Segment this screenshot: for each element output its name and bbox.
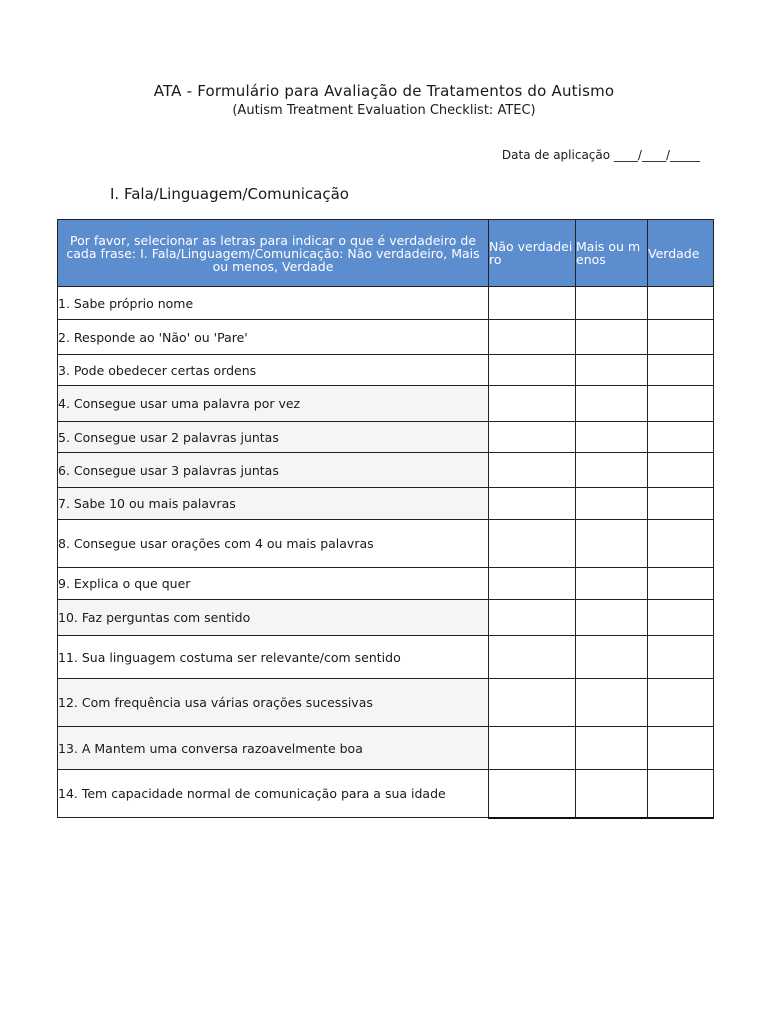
answer-box-nao-verdadeiro[interactable]	[489, 320, 576, 355]
header-verdade	[648, 220, 714, 287]
question-text: 3. Pode obedecer certas ordens	[58, 355, 489, 386]
answer-box-verdade[interactable]	[648, 386, 714, 422]
answer-box-mais-ou-menos[interactable]	[576, 568, 648, 600]
answer-box-mais-ou-menos[interactable]	[576, 453, 648, 488]
answer-box-verdade[interactable]	[648, 636, 714, 679]
answer-box-mais-ou-menos[interactable]	[576, 488, 648, 520]
answer-box-verdade[interactable]	[648, 770, 714, 818]
question-text: 12. Com frequência usa várias orações sucessivas	[58, 679, 489, 727]
answer-box-verdade[interactable]	[648, 320, 714, 355]
question-text: 5. Consegue usar 2 palavras juntas	[58, 422, 489, 453]
table-row	[58, 568, 714, 600]
answer-box-nao-verdadeiro[interactable]	[489, 568, 576, 600]
question-text: 8. Consegue usar orações com 4 ou mais palavras	[58, 520, 489, 568]
answer-box-mais-ou-menos[interactable]	[576, 679, 648, 727]
answer-box-verdade[interactable]	[648, 679, 714, 727]
answer-box-nao-verdadeiro[interactable]	[489, 422, 576, 453]
table-row	[58, 600, 714, 636]
answer-box-nao-verdadeiro[interactable]	[489, 488, 576, 520]
table-row	[58, 320, 714, 355]
answer-box-mais-ou-menos[interactable]	[576, 320, 648, 355]
answer-box-nao-verdadeiro[interactable]	[489, 600, 576, 636]
answer-box-verdade[interactable]	[648, 727, 714, 770]
header-mais-ou-menos	[576, 220, 648, 287]
answer-box-mais-ou-menos[interactable]	[576, 386, 648, 422]
question-text: 10. Faz perguntas com sentido	[58, 600, 489, 636]
header-nao-verdadeiro	[489, 220, 576, 287]
header-label: Mais ou menos	[576, 239, 641, 267]
answer-box-nao-verdadeiro[interactable]	[489, 355, 576, 386]
answer-box-verdade[interactable]	[648, 355, 714, 386]
table-row	[58, 287, 714, 320]
table-row	[58, 488, 714, 520]
table-row	[58, 355, 714, 386]
table-row	[58, 386, 714, 422]
table-row	[58, 520, 714, 568]
answer-box-verdade[interactable]	[648, 287, 714, 320]
table-row	[58, 453, 714, 488]
answer-box-verdade[interactable]	[648, 453, 714, 488]
answer-box-mais-ou-menos[interactable]	[576, 422, 648, 453]
answer-box-mais-ou-menos[interactable]	[576, 770, 648, 818]
answer-box-verdade[interactable]	[648, 488, 714, 520]
table-row	[58, 636, 714, 679]
application-date-field[interactable]: Data de aplicação ____/____/_____	[501, 148, 700, 162]
question-text: 2. Responde ao 'Não' ou 'Pare'	[58, 320, 489, 355]
question-text: 13. A Mantem uma conversa razoavelmente boa	[58, 727, 489, 770]
checklist-table	[57, 219, 714, 819]
table-header-row	[58, 220, 714, 287]
question-text: 9. Explica o que quer	[58, 568, 489, 600]
instruction-header: Por favor, selecionar as letras para indicar o que é verdadeiro de cada frase: I. Fala/Linguagem/Comunicação: Não verdadeiro, Mais ou menos, Verdade	[58, 220, 489, 287]
table-row	[58, 679, 714, 727]
answer-box-mais-ou-menos[interactable]	[576, 636, 648, 679]
answer-box-verdade[interactable]	[648, 600, 714, 636]
question-text: 14. Tem capacidade normal de comunicação para a sua idade	[58, 770, 489, 818]
answer-box-nao-verdadeiro[interactable]	[489, 770, 576, 818]
table-row	[58, 727, 714, 770]
table-row	[58, 770, 714, 818]
question-text: 1. Sabe próprio nome	[58, 287, 489, 320]
section-title: I. Fala/Linguagem/Comunicação	[110, 185, 349, 203]
answer-box-nao-verdadeiro[interactable]	[489, 386, 576, 422]
question-text: 6. Consegue usar 3 palavras juntas	[58, 453, 489, 488]
answer-box-nao-verdadeiro[interactable]	[489, 727, 576, 770]
header-label: Não verdadeiro	[489, 239, 573, 267]
answer-box-mais-ou-menos[interactable]	[576, 520, 648, 568]
answer-box-verdade[interactable]	[648, 520, 714, 568]
header-label: Verdade	[648, 245, 700, 261]
answer-box-nao-verdadeiro[interactable]	[489, 679, 576, 727]
answer-box-mais-ou-menos[interactable]	[576, 355, 648, 386]
question-text: 7. Sabe 10 ou mais palavras	[58, 488, 489, 520]
answer-box-nao-verdadeiro[interactable]	[489, 520, 576, 568]
form-subtitle: (Autism Treatment Evaluation Checklist: ATEC)	[232, 103, 536, 118]
answer-box-nao-verdadeiro[interactable]	[489, 287, 576, 320]
answer-box-mais-ou-menos[interactable]	[576, 287, 648, 320]
form-title: ATA - Formulário para Avaliação de Tratamentos do Autismo	[153, 82, 615, 100]
answer-box-verdade[interactable]	[648, 568, 714, 600]
question-text: 11. Sua linguagem costuma ser relevante/com sentido	[58, 636, 489, 679]
answer-box-nao-verdadeiro[interactable]	[489, 453, 576, 488]
table-row	[58, 422, 714, 453]
answer-box-mais-ou-menos[interactable]	[576, 727, 648, 770]
answer-box-verdade[interactable]	[648, 422, 714, 453]
answer-box-nao-verdadeiro[interactable]	[489, 636, 576, 679]
answer-box-mais-ou-menos[interactable]	[576, 600, 648, 636]
question-text: 4. Consegue usar uma palavra por vez	[58, 386, 489, 422]
